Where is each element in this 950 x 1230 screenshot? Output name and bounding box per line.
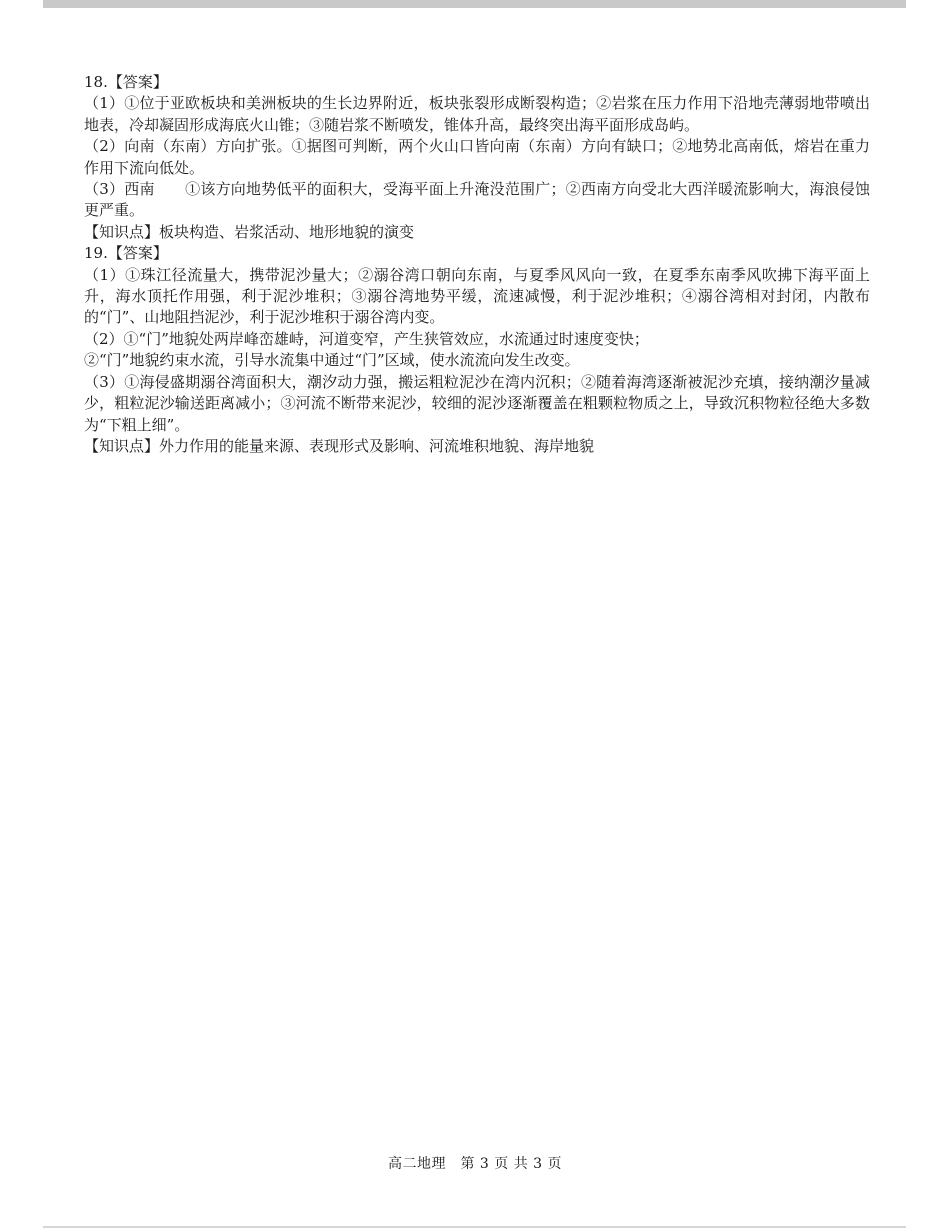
- bottom-border-line: [43, 1226, 906, 1228]
- q18-part1: （1）①位于亚欧板块和美洲板块的生长边界附近，板块张裂形成断裂构造；②岩浆在压力作用下沿地壳薄弱地带喷出地表，冷却凝固形成海底火山锥；③随岩浆不断喷发，锥体升高，最终突出海平面形成岛屿。: [84, 94, 870, 134]
- page-footer: 高二地理 第 3 页 共 3 页: [387, 1156, 563, 1172]
- q19-heading: 19.【答案】: [84, 244, 168, 263]
- q18-part3: （3）西南 ①该方向地势低平的面积大，受海平面上升淹没范围广；②西南方向受北大西洋暖流影响大，海浪侵蚀更严重。: [84, 180, 870, 220]
- q19-part2b: ②“门”地貌约束水流，引导水流集中通过“门”区域，使水流流向发生改变。: [84, 351, 580, 370]
- q19-part2a: （2）①“门”地貌处两岸峰峦雄峙，河道变窄，产生狭管效应，水流通过时速度变快；: [84, 329, 649, 348]
- q18-knowledge: 【知识点】板块构造、岩浆活动、地形地貌的演变: [84, 222, 415, 241]
- q18-heading: 18.【答案】: [84, 73, 168, 91]
- top-border-bar: [43, 0, 906, 8]
- q19-knowledge: 【知识点】外力作用的能量来源、表现形式及影响、河流堆积地貌、海岸地貌: [84, 436, 595, 455]
- q19-part1: （1）①珠江径流量大，携带泥沙量大；②溺谷湾口朝向东南，与夏季风风向一致，在夏季东南季风吹拂下海平面上升，海水顶托作用强，利于泥沙堆积；③溺谷湾地势平缓，流速减慢，利于泥沙堆积；④溺谷湾相对封闭，内散布的“门”、山地阻挡泥沙，利于泥沙堆积于溺谷湾内变。: [84, 265, 870, 327]
- q19-part3: （3）①海侵盛期溺谷湾面积大，潮汐动力强，搬运粗粒泥沙在湾内沉积；②随着海湾逐渐被泥沙充填，接纳潮汐量减少，粗粒泥沙输送距离减小；③河流不断带来泥沙，较细的泥沙逐渐覆盖在粗颗粒物质之上，导致沉积物粒径绝大多数为“下粗上细”。: [84, 372, 870, 434]
- answer-content: [84, 72, 870, 457]
- q18-part2: （2）向南（东南）方向扩张。①据图可判断，两个火山口皆向南（东南）方向有缺口；②地势北高南低，熔岩在重力作用下流向低处。: [84, 137, 870, 177]
